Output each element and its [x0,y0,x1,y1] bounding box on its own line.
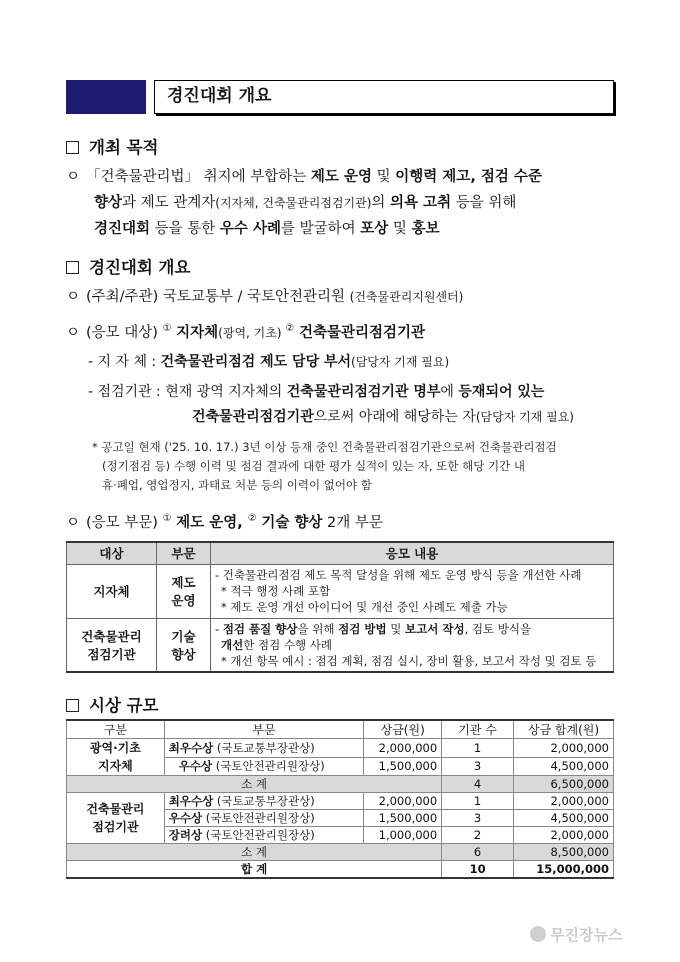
host-line: ㅇ (주최/주관) 국토교통부 / 국토안전관리원 (건축물관리지원센터) [66,289,464,305]
heading-purpose: 개최 목적 [66,134,159,158]
watermark-logo-icon [530,926,546,942]
purpose-paragraph: ㅇ 「건축물관리법」 취지에 부합하는 제도 운영 및 이행력 제고, 점검 수준 향상과 제도 관계자(지자체, 건축물관리점검기관)의 의욕 고취 등을 위해 경진대회 등을 통한 우수 사례를 발굴하여 포상 및 홍보 [66,169,542,237]
heading-awards: 시상 규모 [66,692,159,716]
table-row: 장려상 (국토안전관리원장상) 1,000,000 2 2,000,000 [67,827,614,844]
table-row: 우수상 (국토안전관리원장상) 1,500,000 3 4,500,000 [67,757,614,776]
title-accent-block [66,80,146,114]
grand-total-row: 합 계 10 15,000,000 [67,861,614,879]
heading-overview: 경진대회 개요 [66,254,190,278]
table-header-row: 대상 부문 응모 내용 [67,542,614,564]
application-content-table [66,541,614,673]
target-sub-inspection-agency: - 점검기관 : 현재 광역 지자체의 건축물관리점검기관 명부에 등재되어 있는 건축물관리점검기관으로써 아래에 해당하는 자(담당자 기재 필요) [88,384,574,425]
target-line: ㅇ (응모 대상) ① 지자체(광역, 기초) ② 건축물관리점검기관 [66,323,425,341]
subtotal-row: 소 계 6 8,500,000 [67,844,614,861]
table-header-row: 구분 부문 상금(원) 기관 수 상금 합계(원) [67,720,614,739]
table-row: 우수상 (국토안전관리원장상) 1,500,000 3 4,500,000 [67,810,614,827]
subtotal-row: 소 계 4 6,500,000 [67,776,614,793]
square-bullet-icon [66,261,79,274]
table-row: 건축물관리 점검기관 기술 향상 - 점검 품질 향상을 위해 점검 방법 및 보고서 작성, 검토 방식을 개선한 점검 수행 사례 * 개선 항목 예시 : 점검 계획, 점검 실시, 장비 활용, 보고서 작성 및 검토 등 [67,618,614,672]
table-row: 건축물관리 점검기관 최우수상 (국토교통부장관상) 2,000,000 1 2,000,000 [67,793,614,810]
square-bullet-icon [66,141,79,154]
field-line: ㅇ (응모 부문) ① 제도 운영, ② 기술 향상 2개 부문 [66,513,383,531]
square-bullet-icon [66,699,79,712]
section-title-bar [66,80,614,114]
award-scale-table [66,719,614,879]
watermark: 무진장뉴스 [530,924,622,945]
eligibility-note: * 공고일 현재 ('25. 10. 17.) 3년 이상 등재 중인 건축물관리점검기관으로써 건축물관리점검 (정기점검 등) 수행 이력 및 점검 결과에 대한 평가 실적이 있는 자, 또한 해당 기간 내 휴·폐업, 영업정지, 과태료 처분 등의 이력이 없어야 함 [92,440,557,492]
table-row: 지자체 제도 운영 - 건축물관리점검 제도 목적 달성을 위해 제도 운영 방식 등을 개선한 사례 * 적극 행정 사례 포함 * 제도 운영 개선 아이디어 및 개선 중인 사례도 제출 가능 [67,564,614,618]
page-title: 경진대회 개요 [154,80,614,114]
table-row: 광역·기초 지자체 최우수상 (국토교통부장관상) 2,000,000 1 2,000,000 [67,739,614,758]
target-sub-local-gov: - 지 자 체 : 건축물관리점검 제도 담당 부서(담당자 기재 필요) [88,354,450,370]
